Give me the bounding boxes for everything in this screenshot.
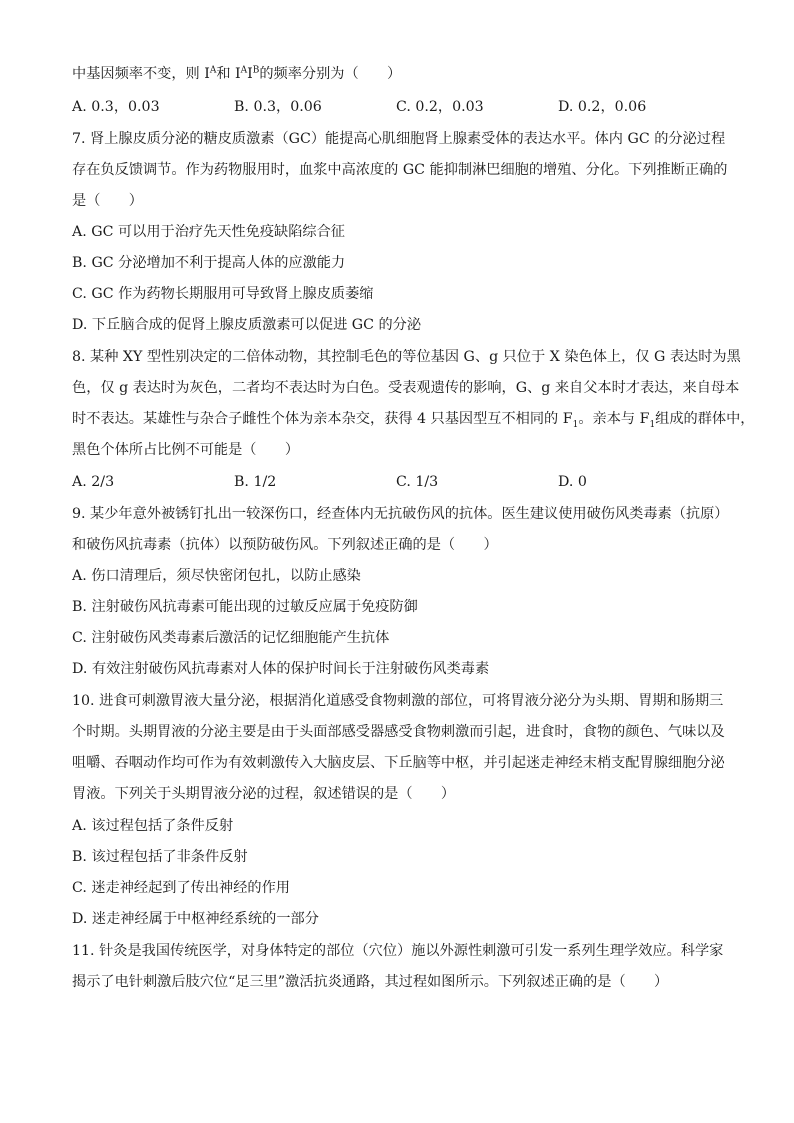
q8-stem-line-2: 色，仅 g 表达时为灰色，二者均不表达时为白色。受表观遗传的影响，G、g 来自父本时才表达，来自母本 bbox=[72, 380, 740, 396]
q7-stem-line-2: 存在负反馈调节。作为药物服用时，血浆中高浓度的 GC 能抑制淋巴细胞的增殖、分化。下列推断正确的 bbox=[72, 162, 728, 178]
q6-option-a: A. 0.3，0.03 bbox=[72, 99, 160, 115]
q10-stem-line-1: 10. 进食可刺激胃液大量分泌，根据消化道感受食物刺激的部位，可将胃液分泌分为头期、胃期和肠期三 bbox=[72, 693, 724, 709]
q10-stem-line-3: 咀嚼、吞咽动作均可作为有效刺激传入大脑皮层、下丘脑等中枢，并引起迷走神经末梢支配胃腺细胞分泌 bbox=[72, 755, 725, 771]
q7-stem-line-1: 7. 肾上腺皮质分泌的糖皮质激素（GC）能提高心肌细胞肾上腺素受体的表达水平。体内 GC 的分泌过程 bbox=[72, 131, 726, 147]
q6-option-c: C. 0.2，0.03 bbox=[396, 99, 484, 115]
q8-options bbox=[0, 472, 794, 492]
q8-stem-line-1: 8. 某种 XY 型性别决定的二倍体动物，其控制毛色的等位基因 G、g 只位于 X 染色体上，仅 G 表达时为黑 bbox=[72, 349, 741, 365]
q9-option-d: D. 有效注射破伤风抗毒素对人体的保护时间长于注射破伤风类毒素 bbox=[72, 661, 490, 677]
q7-stem-line-3: 是（ ） bbox=[72, 193, 143, 209]
q8-stem-line-3: 时不表达。某雄性与杂合子雌性个体为亲本杂交，获得 4 只基因型互不相同的 $F_1$。亲本与 $F_1$组成的群体中， bbox=[72, 411, 755, 430]
q7-option-d: D. 下丘脑合成的促肾上腺皮质激素可以促进 GC 的分泌 bbox=[72, 317, 422, 333]
q9-option-c: C. 注射破伤风类毒素后激活的记忆细胞能产生抗体 bbox=[72, 630, 390, 646]
q8-option-c: C. 1/3 bbox=[396, 474, 439, 490]
q10-option-b: B. 该过程包括了非条件反射 bbox=[72, 849, 248, 865]
q9-option-b: B. 注射破伤风抗毒素可能出现的过敏反应属于免疫防御 bbox=[72, 599, 418, 615]
q7-option-c: C. GC 作为药物长期服用可导致肾上腺皮质萎缩 bbox=[72, 286, 374, 302]
q10-stem-line-2: 个时期。头期胃液的分泌主要是由于头面部感受器感受食物刺激而引起，进食时，食物的颜色、气味以及 bbox=[72, 724, 725, 740]
q8-option-a: A. 2/3 bbox=[72, 474, 115, 490]
q10-option-d: D. 迷走神经属于中枢神经系统的一部分 bbox=[72, 911, 319, 927]
q6-option-d: D. 0.2，0.06 bbox=[558, 99, 647, 115]
q7-option-a: A. GC 可以用于治疗先天性免疫缺陷综合征 bbox=[72, 224, 345, 240]
q10-option-c: C. 迷走神经起到了传出神经的作用 bbox=[72, 880, 290, 896]
q11-stem-line-1: 11. 针灸是我国传统医学，对身体特定的部位（穴位）施以外源性刺激可引发一系列生理学效应。科学家 bbox=[72, 943, 724, 959]
q9-stem-line-2: 和破伤风抗毒素（抗体）以预防破伤风。下列叙述正确的是（ ） bbox=[72, 537, 498, 553]
q8-stem-line-4: 黑色个体所占比例不可能是（ ） bbox=[72, 442, 300, 458]
q9-option-a: A. 伤口清理后，须尽快密闭包扎，以防止感染 bbox=[72, 568, 361, 584]
q8-option-d: D. 0 bbox=[558, 474, 587, 490]
q8-option-b: B. 1/2 bbox=[234, 474, 277, 490]
q9-stem-line-1: 9. 某少年意外被锈钉扎出一较深伤口，经查体内无抗破伤风的抗体。医生建议使用破伤风类毒素（抗原） bbox=[72, 506, 729, 522]
q7-option-b: B. GC 分泌增加不利于提高人体的应激能力 bbox=[72, 255, 346, 271]
q10-stem-line-4: 胃液。下列关于头期胃液分泌的过程，叙述错误的是（ ） bbox=[72, 786, 456, 802]
q11-stem-line-2: 揭示了电针刺激后肢穴位“足三里”激活抗炎通路，其过程如图所示。下列叙述正确的是（ ） bbox=[72, 974, 669, 990]
q6-options bbox=[0, 97, 794, 117]
q6-stem-tail: 中基因频率不变，则 $I^A$和 $I^AI^B$的频率分别为（ ） bbox=[72, 65, 402, 82]
q6-option-b: B. 0.3，0.06 bbox=[234, 99, 322, 115]
q10-option-a: A. 该过程包括了条件反射 bbox=[72, 818, 234, 834]
